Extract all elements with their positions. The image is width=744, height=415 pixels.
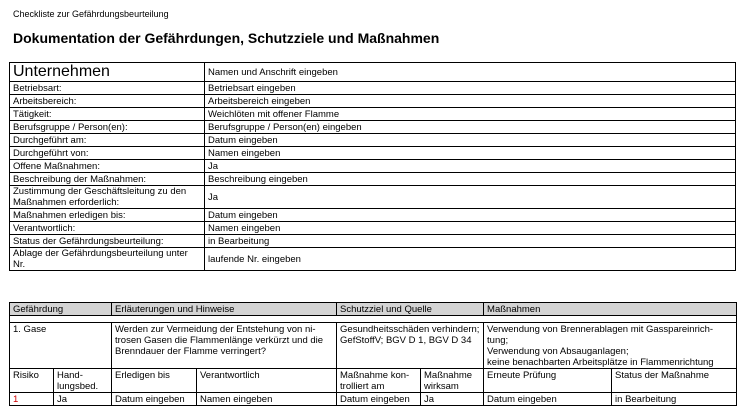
info-label: Zustimmung der Geschäftsleitung zu den Maßnahmen erforderlich: xyxy=(10,186,205,209)
info-table xyxy=(9,62,736,271)
risk-value[interactable]: 1 xyxy=(10,393,54,406)
info-value[interactable]: Ja xyxy=(205,186,736,209)
info-row xyxy=(10,95,736,108)
info-value[interactable]: Betriebsart eingeben xyxy=(205,82,736,95)
header-erlaeuterungen: Erläuterungen und Hinweise xyxy=(112,303,337,316)
header-massnahmen: Maßnahmen xyxy=(484,303,737,316)
info-label: Berufsgruppe / Person(en): xyxy=(10,121,205,134)
info-row xyxy=(10,147,736,160)
sub-value-cell[interactable]: Namen eingeben xyxy=(197,393,337,406)
measures-header-row xyxy=(10,303,737,316)
info-row xyxy=(10,248,736,271)
erlaeuterung-cell: Werden zur Vermeidung der Entstehung von ni-trosen Gasen die Flammenlänge verkürzt und die Brenndauer der Flamme verringert? xyxy=(112,323,337,369)
info-label: Offene Maßnahmen: xyxy=(10,160,205,173)
info-row xyxy=(10,222,736,235)
sub-value-cell[interactable]: Datum eingeben xyxy=(337,393,421,406)
info-value[interactable]: Datum eingeben xyxy=(205,209,736,222)
header-schutzziel: Schutzziel und Quelle xyxy=(337,303,484,316)
info-row xyxy=(10,160,736,173)
info-label: Verantwortlich: xyxy=(10,222,205,235)
info-row xyxy=(10,186,736,209)
sub-value-cell[interactable]: in Bearbeitung xyxy=(612,393,737,406)
sub-value-cell[interactable]: Ja xyxy=(421,393,484,406)
sub-header-cell: Erledigen bis xyxy=(112,369,197,393)
info-value[interactable]: Berufsgruppe / Person(en) eingeben xyxy=(205,121,736,134)
sub-header-cell: Risiko xyxy=(10,369,54,393)
info-value[interactable]: Namen eingeben xyxy=(205,147,736,160)
info-label: Status der Gefährdungsbeurteilung: xyxy=(10,235,205,248)
info-value[interactable]: Namen eingeben xyxy=(205,222,736,235)
massnahmen-cell xyxy=(484,323,737,369)
info-value[interactable]: in Bearbeitung xyxy=(205,235,736,248)
page-title: Dokumentation der Gefährdungen, Schutzziele und Maßnahmen xyxy=(13,30,440,46)
info-label: Durchgeführt am: xyxy=(10,134,205,147)
info-label: Durchgeführt von: xyxy=(10,147,205,160)
spacer xyxy=(10,316,737,323)
schutzziel-source: GefStoffV; BGV D 1, BGV D 34 xyxy=(340,335,472,346)
sub-header-cell: Maßnahme wirksam xyxy=(421,369,484,393)
gefaehrdung-cell: 1. Gase xyxy=(10,323,112,369)
info-label: Betriebsart: xyxy=(10,82,205,95)
info-label: Tätigkeit: xyxy=(10,108,205,121)
document-subtitle: Checkliste zur Gefährdungsbeurteilung xyxy=(13,9,169,19)
info-value[interactable]: Weichlöten mit offener Flamme xyxy=(205,108,736,121)
schutzziel-cell xyxy=(337,323,484,369)
measure-row xyxy=(10,323,737,369)
info-value[interactable]: Beschreibung eingeben xyxy=(205,173,736,186)
info-label: Maßnahmen erledigen bis: xyxy=(10,209,205,222)
sub-header-cell: Maßnahme kon-trolliert am xyxy=(337,369,421,393)
schutzziel-line: Gesundheitsschäden verhindern; xyxy=(340,324,480,335)
sub-header-cell: Erneute Prüfung xyxy=(484,369,612,393)
info-row xyxy=(10,134,736,147)
info-value[interactable]: Datum eingeben xyxy=(205,134,736,147)
massnahme-line: Verwendung von Brennerablagen mit Gasspareinrich-tung; xyxy=(487,324,714,346)
sub-value-cell[interactable]: Ja xyxy=(54,393,112,406)
header-gefaehrdung: Gefährdung xyxy=(10,303,112,316)
info-label: Ablage der Gefährdungsbeurteilung unter Nr. xyxy=(10,248,205,271)
info-label: Arbeitsbereich: xyxy=(10,95,205,108)
measures-table xyxy=(9,302,737,406)
info-row xyxy=(10,63,736,82)
info-row xyxy=(10,121,736,134)
info-row xyxy=(10,173,736,186)
sub-header-row xyxy=(10,369,737,393)
info-label: Beschreibung der Maßnahmen: xyxy=(10,173,205,186)
info-label: Unternehmen xyxy=(10,63,205,82)
sub-value-cell[interactable]: Datum eingeben xyxy=(484,393,612,406)
sub-header-cell: Hand-lungsbed. xyxy=(54,369,112,393)
info-value[interactable]: Ja xyxy=(205,160,736,173)
info-value[interactable]: Namen und Anschrift eingeben xyxy=(205,63,736,82)
sub-values-row xyxy=(10,393,737,406)
massnahme-line: keine benachbarten Arbeitsplätze in Flammenrichtung xyxy=(487,357,714,368)
info-row xyxy=(10,209,736,222)
info-row xyxy=(10,108,736,121)
sub-header-cell: Status der Maßnahme xyxy=(612,369,737,393)
info-row xyxy=(10,82,736,95)
sub-value-cell[interactable]: Datum eingeben xyxy=(112,393,197,406)
info-value[interactable]: laufende Nr. eingeben xyxy=(205,248,736,271)
sub-header-cell: Verantwortlich xyxy=(197,369,337,393)
info-row xyxy=(10,235,736,248)
massnahme-line: Verwendung von Absauganlagen; xyxy=(487,346,629,357)
info-value[interactable]: Arbeitsbereich eingeben xyxy=(205,95,736,108)
